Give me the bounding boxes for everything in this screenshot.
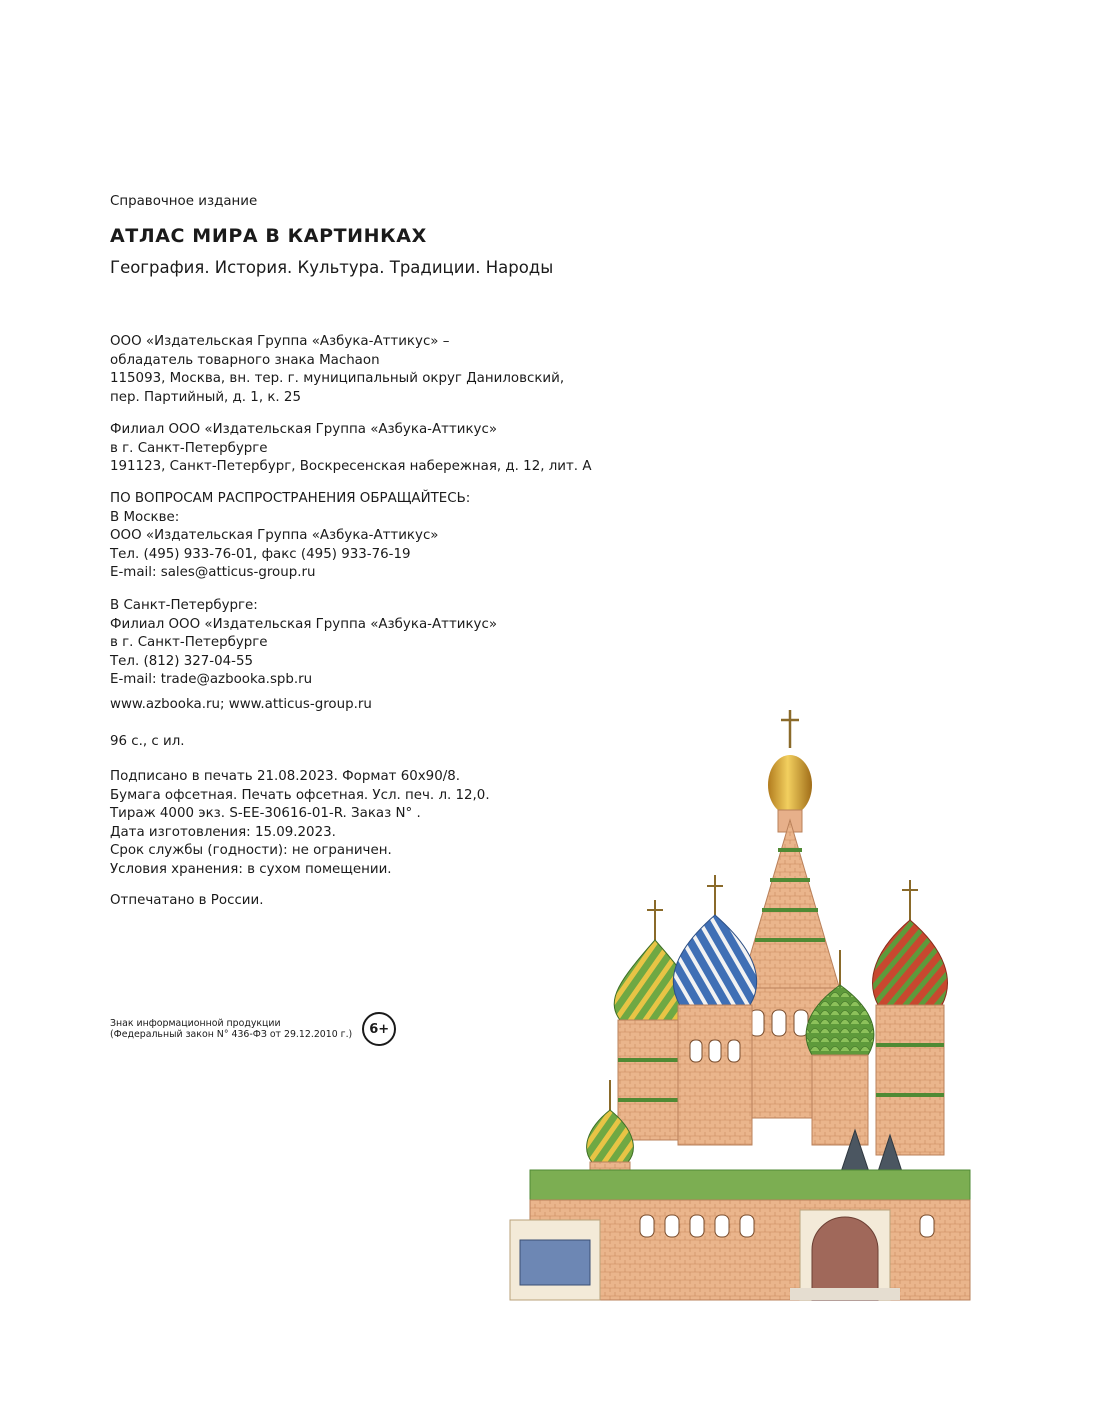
branch-block [110, 421, 591, 477]
blue-dome [673, 875, 756, 1145]
websites: www.azbooka.ru; www.atticus-group.ru [110, 697, 372, 712]
publication-kind: Справочное издание [110, 194, 258, 209]
branch-line: в г. Санкт-Петербурге [110, 440, 268, 456]
spb-email: E-mail: trade@azbooka.spb.ru [110, 672, 313, 688]
age-rating-law: (Федеральный закон N° 436-ФЗ от 29.12.2010 г.) [110, 1029, 353, 1040]
printed-in: Отпечатано в России. [110, 893, 264, 908]
distribution-email: E-mail: sales@atticus-group.ru [110, 565, 316, 581]
publisher-line: пер. Партийный, д. 1, к. 25 [110, 389, 301, 405]
spb-line: Тел. (812) 327-04-55 [110, 653, 254, 669]
print-details [110, 768, 490, 880]
spb-line: Филиал ООО «Издательская Группа «Азбука-Аттикус» [110, 616, 498, 632]
print-line: Тираж 4000 экз. S-EE-30616-01-R. Заказ N° . [110, 806, 421, 822]
distribution-line: ПО ВОПРОСАМ РАСПРОСТРАНЕНИЯ ОБРАЩАЙТЕСЬ: [110, 491, 471, 506]
age-rating-line: Знак информационной продукции [110, 1017, 281, 1029]
page-count: 96 с., с ил. [110, 734, 185, 749]
age-rating-mark [110, 1012, 396, 1046]
distribution-line: В Москве: [110, 509, 180, 525]
cathedral-illustration [500, 700, 1000, 1310]
print-line: Подписано в печать 21.08.2023. Формат 60х90/8. [110, 769, 461, 784]
publisher-line: ООО «Издательская Группа «Азбука-Аттикус» – [110, 334, 450, 349]
print-line: Срок службы (годности): не ограничен. [110, 843, 392, 859]
branch-line: 191123, Санкт-Петербург, Воскресенская набережная, д. 12, лит. А [110, 459, 592, 475]
spb-line: в г. Санкт-Петербурге [110, 635, 268, 651]
publisher-line: обладатель товарного знака Machaon [110, 352, 380, 368]
cathedral-base [510, 1170, 970, 1300]
distribution-block [110, 490, 470, 583]
publisher-line: 115093, Москва, вн. тер. г. муниципальный округ Даниловский, [110, 371, 565, 387]
publisher-block [110, 333, 564, 407]
print-line: Условия хранения: в сухом помещении. [110, 861, 392, 877]
print-line: Дата изготовления: 15.09.2023. [110, 824, 336, 840]
spb-block [110, 597, 497, 690]
distribution-line: ООО «Издательская Группа «Азбука-Аттикус» [110, 528, 439, 544]
print-line: Бумага офсетная. Печать офсетная. Усл. печ. л. 12,0. [110, 787, 490, 803]
distribution-line: Тел. (495) 933-76-01, факс (495) 933-76-19 [110, 546, 411, 562]
book-title: АТЛАС МИРА В КАРТИНКАХ [110, 225, 427, 247]
spb-line: В Санкт-Петербурге: [110, 598, 258, 613]
book-subtitle: География. История. Культура. Традиции. Народы [110, 258, 554, 277]
branch-line: Филиал ООО «Издательская Группа «Азбука-Аттикус» [110, 422, 498, 437]
right-dome [873, 880, 948, 1155]
age-rating-badge: 6+ [362, 1012, 396, 1046]
age-rating-text [110, 1018, 352, 1041]
